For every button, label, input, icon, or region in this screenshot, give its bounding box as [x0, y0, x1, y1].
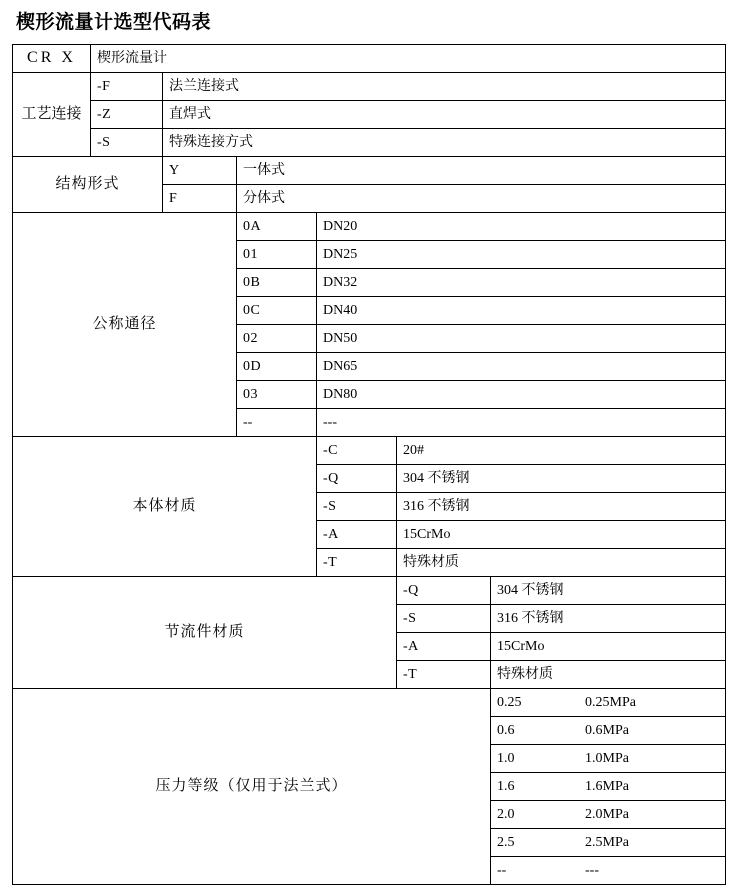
value-text: 1.6MPa — [585, 778, 629, 794]
code-cell: -- — [237, 408, 317, 436]
value-cell: 15CrMo — [397, 520, 726, 548]
value-text: --- — [585, 862, 599, 878]
code-cell: -Q — [397, 576, 491, 604]
section-label-structure-type: 结构形式 — [13, 156, 163, 212]
value-text: 2.5MPa — [585, 834, 629, 850]
table-row — [13, 128, 726, 156]
value-text: 0.6MPa — [585, 722, 629, 738]
code-cell: 03 — [237, 380, 317, 408]
value-cell: 304 不锈钢 — [397, 464, 726, 492]
value-cell: DN40 — [317, 296, 726, 324]
value-cell: DN65 — [317, 352, 726, 380]
code-cell: 0.25 — [497, 694, 522, 710]
code-cell: F — [163, 184, 237, 212]
value-cell: 一体式 — [237, 156, 726, 184]
value-text: 0.25MPa — [585, 694, 636, 710]
table-row — [13, 156, 726, 184]
table-row — [13, 436, 726, 464]
page-title: 楔形流量计选型代码表 — [16, 12, 212, 33]
value-text: 2.0MPa — [585, 806, 629, 822]
value-cell: 15CrMo — [491, 632, 726, 660]
code-cell: -F — [91, 72, 163, 100]
value-cell — [491, 716, 726, 744]
value-cell — [491, 800, 726, 828]
value-cell: 法兰连接式 — [163, 72, 726, 100]
value-cell — [491, 772, 726, 800]
code-cell: 2.5 — [497, 834, 515, 850]
value-cell: 特殊材质 — [491, 660, 726, 688]
code-cell: Y — [163, 156, 237, 184]
table-row — [13, 688, 726, 716]
value-cell: DN25 — [317, 240, 726, 268]
code-cell: 0B — [237, 268, 317, 296]
selection-code-table — [12, 44, 726, 885]
section-label-process-connection: 工艺连接 — [13, 72, 91, 156]
code-cell: -S — [317, 492, 397, 520]
value-cell: 直焊式 — [163, 100, 726, 128]
section-label-body-material: 本体材质 — [13, 436, 317, 576]
value-cell — [491, 744, 726, 772]
code-cell: -C — [317, 436, 397, 464]
code-cell: -A — [397, 632, 491, 660]
value-cell: DN20 — [317, 212, 726, 240]
code-cell: -T — [317, 548, 397, 576]
value-cell: 304 不锈钢 — [491, 576, 726, 604]
table-row — [13, 576, 726, 604]
section-label-pressure-rating: 压力等级（仅用于法兰式） — [13, 688, 491, 884]
code-cell: -A — [317, 520, 397, 548]
code-cell: -T — [397, 660, 491, 688]
code-cell: 0.6 — [497, 722, 515, 738]
value-cell: 316 不锈钢 — [491, 604, 726, 632]
code-cell: -S — [397, 604, 491, 632]
section-label-throttle-material: 节流件材质 — [13, 576, 397, 688]
table-row — [13, 100, 726, 128]
value-cell — [491, 828, 726, 856]
code-cell: 02 — [237, 324, 317, 352]
section-label-nominal-diameter: 公称通径 — [13, 212, 237, 436]
code-cell: -Q — [317, 464, 397, 492]
value-cell: DN32 — [317, 268, 726, 296]
value-cell: 特殊材质 — [397, 548, 726, 576]
code-cell: -- — [497, 862, 507, 878]
value-cell: 316 不锈钢 — [397, 492, 726, 520]
code-cell: -Z — [91, 100, 163, 128]
value-cell: --- — [317, 408, 726, 436]
table-row — [13, 212, 726, 240]
value-cell: 特殊连接方式 — [163, 128, 726, 156]
code-cell: 01 — [237, 240, 317, 268]
code-cell: 0A — [237, 212, 317, 240]
code-cell: 2.0 — [497, 806, 515, 822]
model-code-cell: CR X — [13, 44, 91, 72]
value-cell — [491, 688, 726, 716]
value-text: 1.0MPa — [585, 750, 629, 766]
model-name-cell: 楔形流量计 — [91, 44, 726, 72]
table-row — [13, 72, 726, 100]
value-cell: 分体式 — [237, 184, 726, 212]
code-cell: 0D — [237, 352, 317, 380]
value-cell: DN50 — [317, 324, 726, 352]
table-row-header — [13, 44, 726, 72]
code-cell: -S — [91, 128, 163, 156]
code-cell: 1.0 — [497, 750, 515, 766]
code-cell: 1.6 — [497, 778, 515, 794]
value-cell: 20# — [397, 436, 726, 464]
value-cell — [491, 856, 726, 884]
value-cell: DN80 — [317, 380, 726, 408]
code-cell: 0C — [237, 296, 317, 324]
